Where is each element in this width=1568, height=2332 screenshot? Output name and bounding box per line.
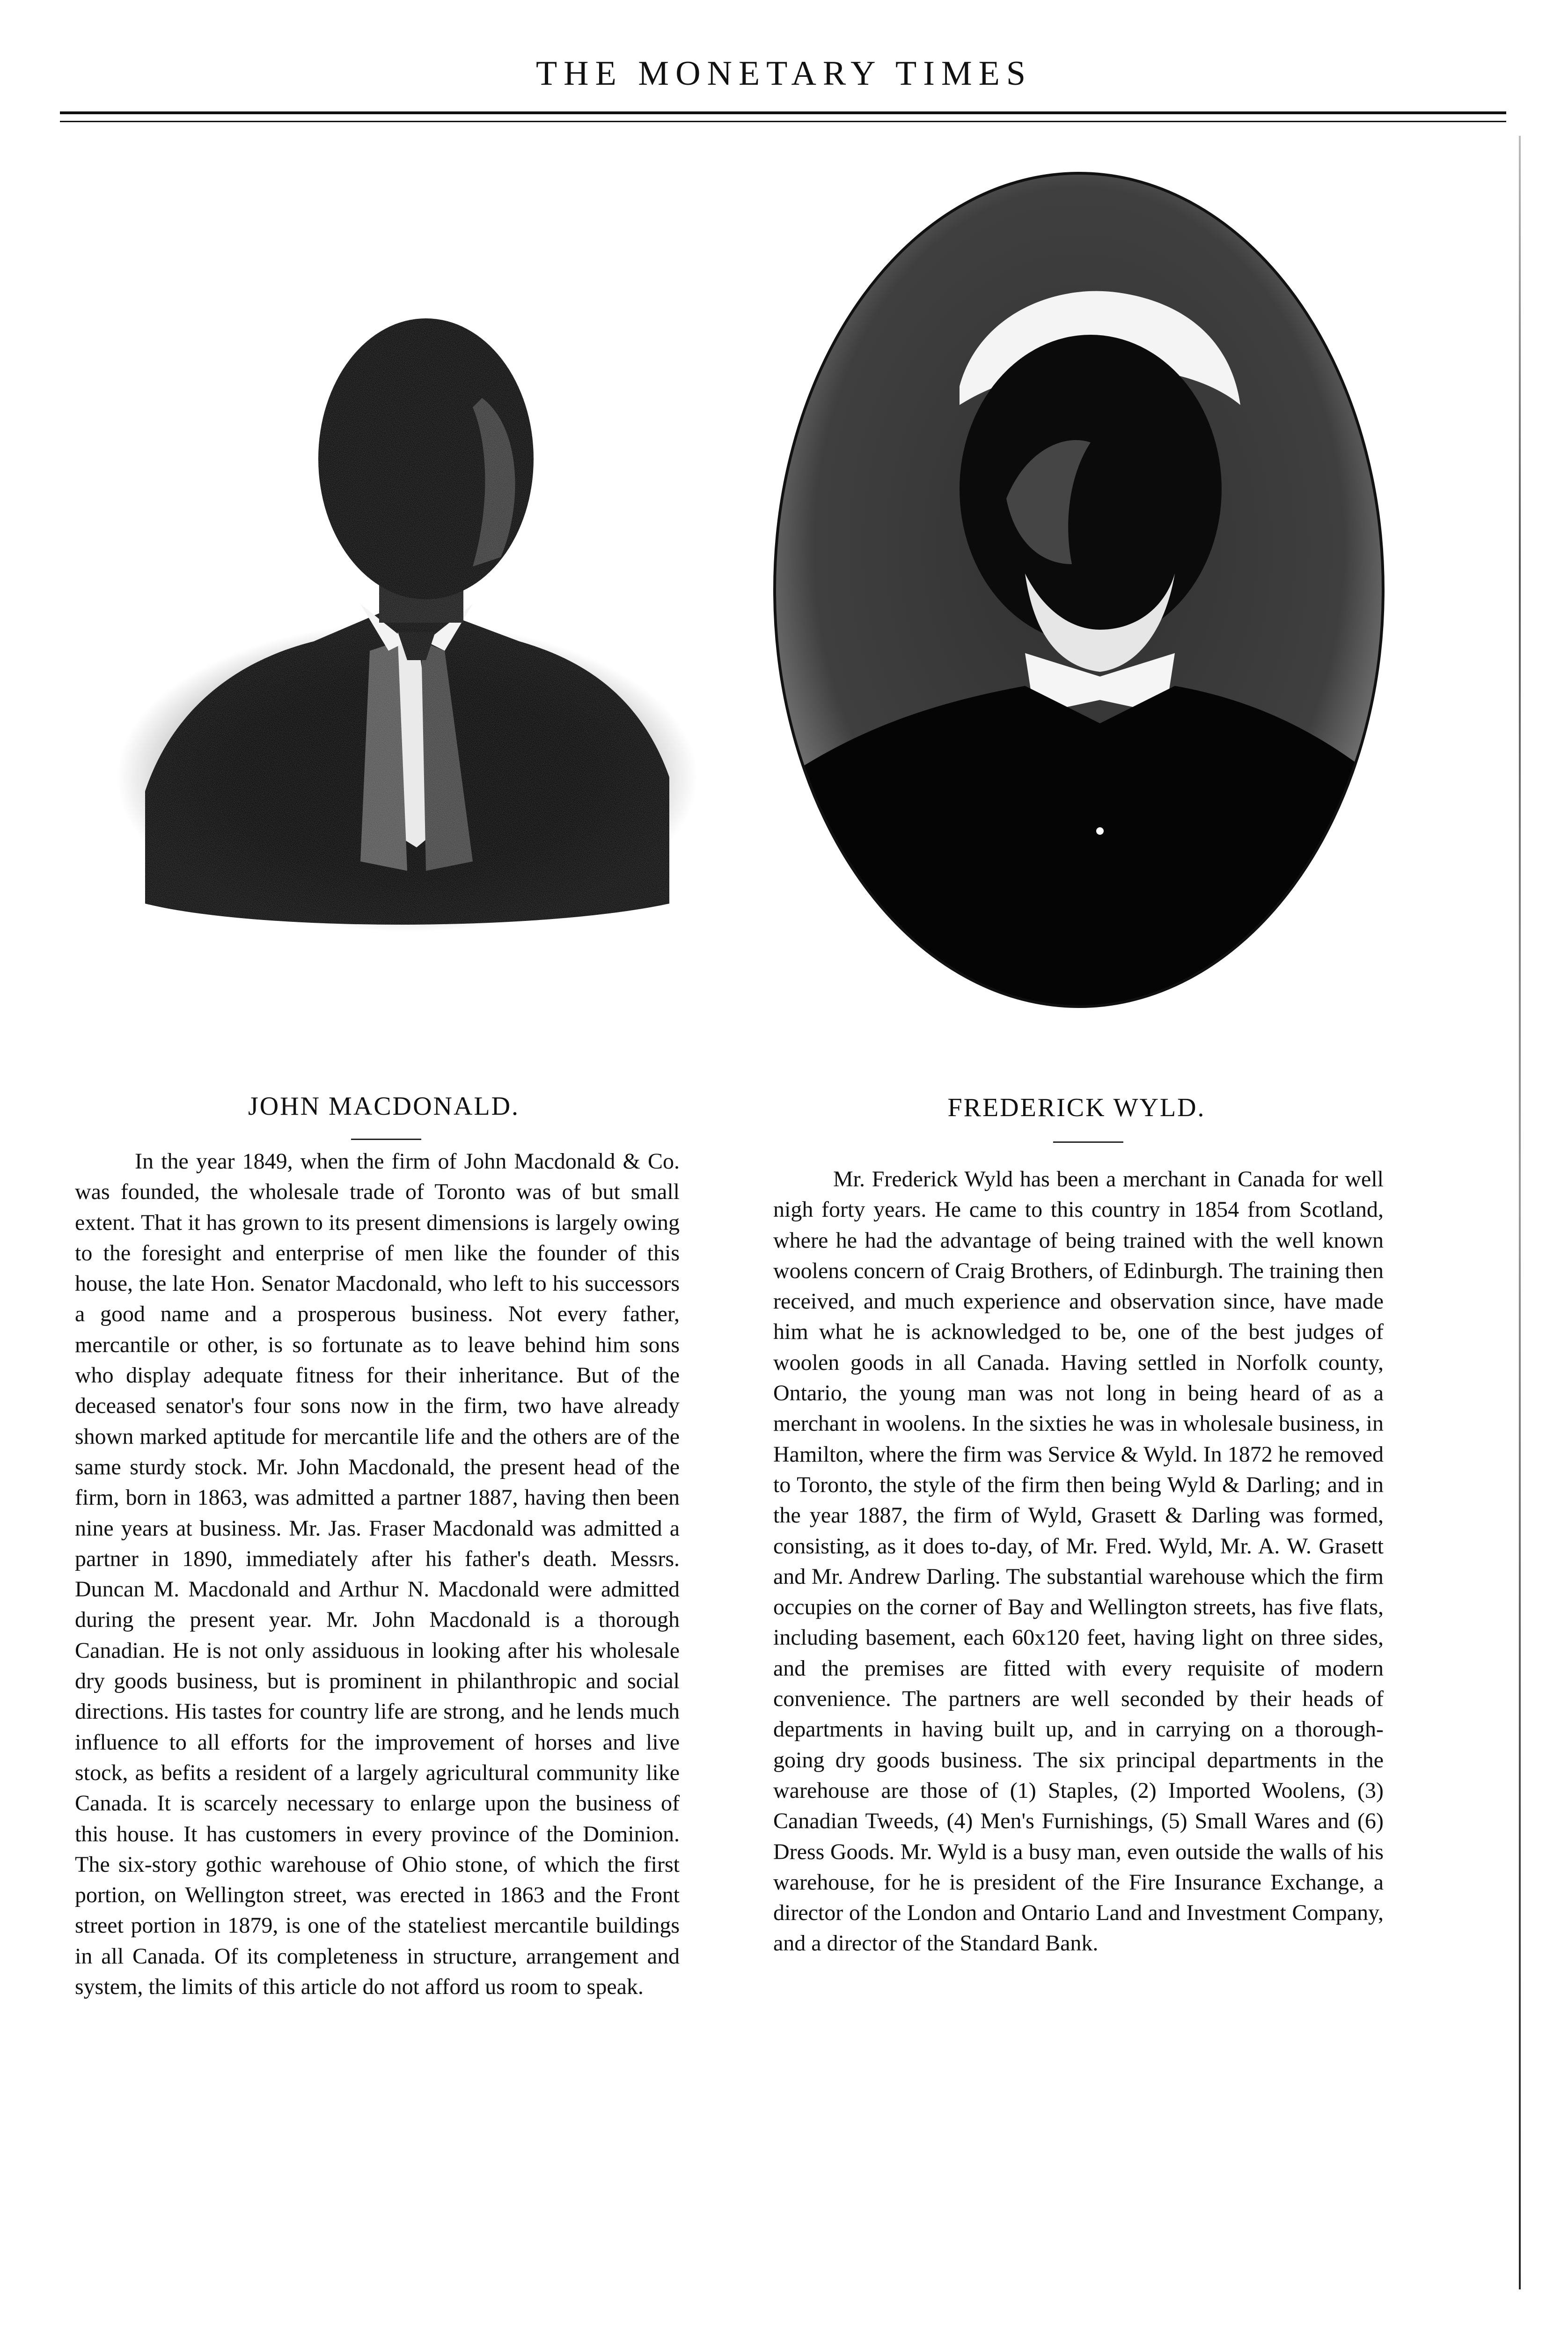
article-frederick-wyld [773,1164,1384,1959]
caption-rule-left [351,1139,421,1140]
caption-rule-right [1053,1141,1123,1143]
masthead-rule-thick [60,111,1506,114]
article-john-macdonald [75,1146,680,2002]
caption-john-macdonald: JOHN MACDONALD. [248,1092,520,1121]
masthead-rule-thin [60,121,1506,122]
article-body-right: Mr. Frederick Wyld has been a merchant in Canada for well nigh forty years. He came to this country in 1854 from Scotland, where he had the advantage of being trained with the well known woolens concern of Craig Brothers, of Edinburgh. The training then received, and much experience and observation since, have made him what he is acknowledged to be, one of the best judges of woolen goods in all Canada. Having settled in Norfolk county, Ontario, the young man was not long in being heard of as a merchant in woolens. In the sixties he was in wholesale business, in Hamilton, where the firm was Service & Wyld. In 1872 he removed to Toronto, the style of the firm then being Wyld & Darling; and in the year 1887, the firm of Wyld, Grasett & Darling was formed, consisting, as it does to-day, of Mr. Fred. Wyld, Mr. A. W. Grasett and Mr. Andrew Darling. The substantial warehouse which the firm occupies on the corner of Bay and Wellington streets, has five flats, including basement, each 60x120 feet, having light on three sides, and the premises are fitted with every requisite of modern convenience. The partners are well seconded by their heads of departments in having built up, and in carrying on a thorough-going dry goods business. The six principal departments in the warehouse are those of (1) Staples, (2) Imported Woolens, (3) Canadian Tweeds, (4) Men's Furnishings, (5) Small Wares and (6) Dress Goods. Mr. Wyld is a busy man, even outside the walls of his warehouse, for he is president of the Fire Insurance Exchange, a director of the London and Ontario Land and Investment Company, and a director of the Standard Bank. [773,1167,1384,1956]
article-body-left: In the year 1849, when the firm of John Macdonald & Co. was founded, the wholesale trade of Toronto was of but small extent. That it has grown to its present dimensions is largely owing to the foresight and enterprise of men like the founder of this house, the late Hon. Senator Macdonald, who left to his successors a good name and a prosperous business. Not every father, mercantile or other, is so fortunate as to leave behind him sons who display adequate fitness for their inheritance. But of the deceased senator's four sons now in the firm, two have already shown marked aptitude for mercantile life and the others are of the same sturdy stock. Mr. John Macdonald, the present head of the firm, born in 1863, was admitted a partner 1887, having then been nine years at business. Mr. Jas. Fraser Macdonald was admitted a partner in 1890, immediately after his father's death. Messrs. Duncan M. Macdonald and Arthur N. Macdonald were admitted during the present year. Mr. John Macdonald is a thorough Canadian. He is not only assiduous in looking after his wholesale dry goods business, but is prominent in philanthropic and social directions. His tastes for country life are strong, and he lends much influence to all efforts for the improvement of horses and live stock, as befits a resident of a largely agricultural community like Canada. It is scarcely necessary to enlarge upon the business of this house. It has customers in every province of the Dominion. The six-story gothic warehouse of Ohio stone, of which the first portion, on Wellington street, was erected in 1863 and the Front street portion in 1879, is one of the stateliest mercantile buildings in all Canada. Of its completeness in structure, arrangement and system, the limits of this article do not afford us room to speak. [75,1149,680,2000]
portrait-john-macdonald [117,239,707,950]
masthead-title: THE MONETARY TIMES [535,54,1033,93]
portrait-frederick-wyld [763,162,1395,1018]
page-edge-shadow [1519,136,1521,2289]
caption-frederick-wyld: FREDERICK WYLD. [947,1093,1206,1122]
